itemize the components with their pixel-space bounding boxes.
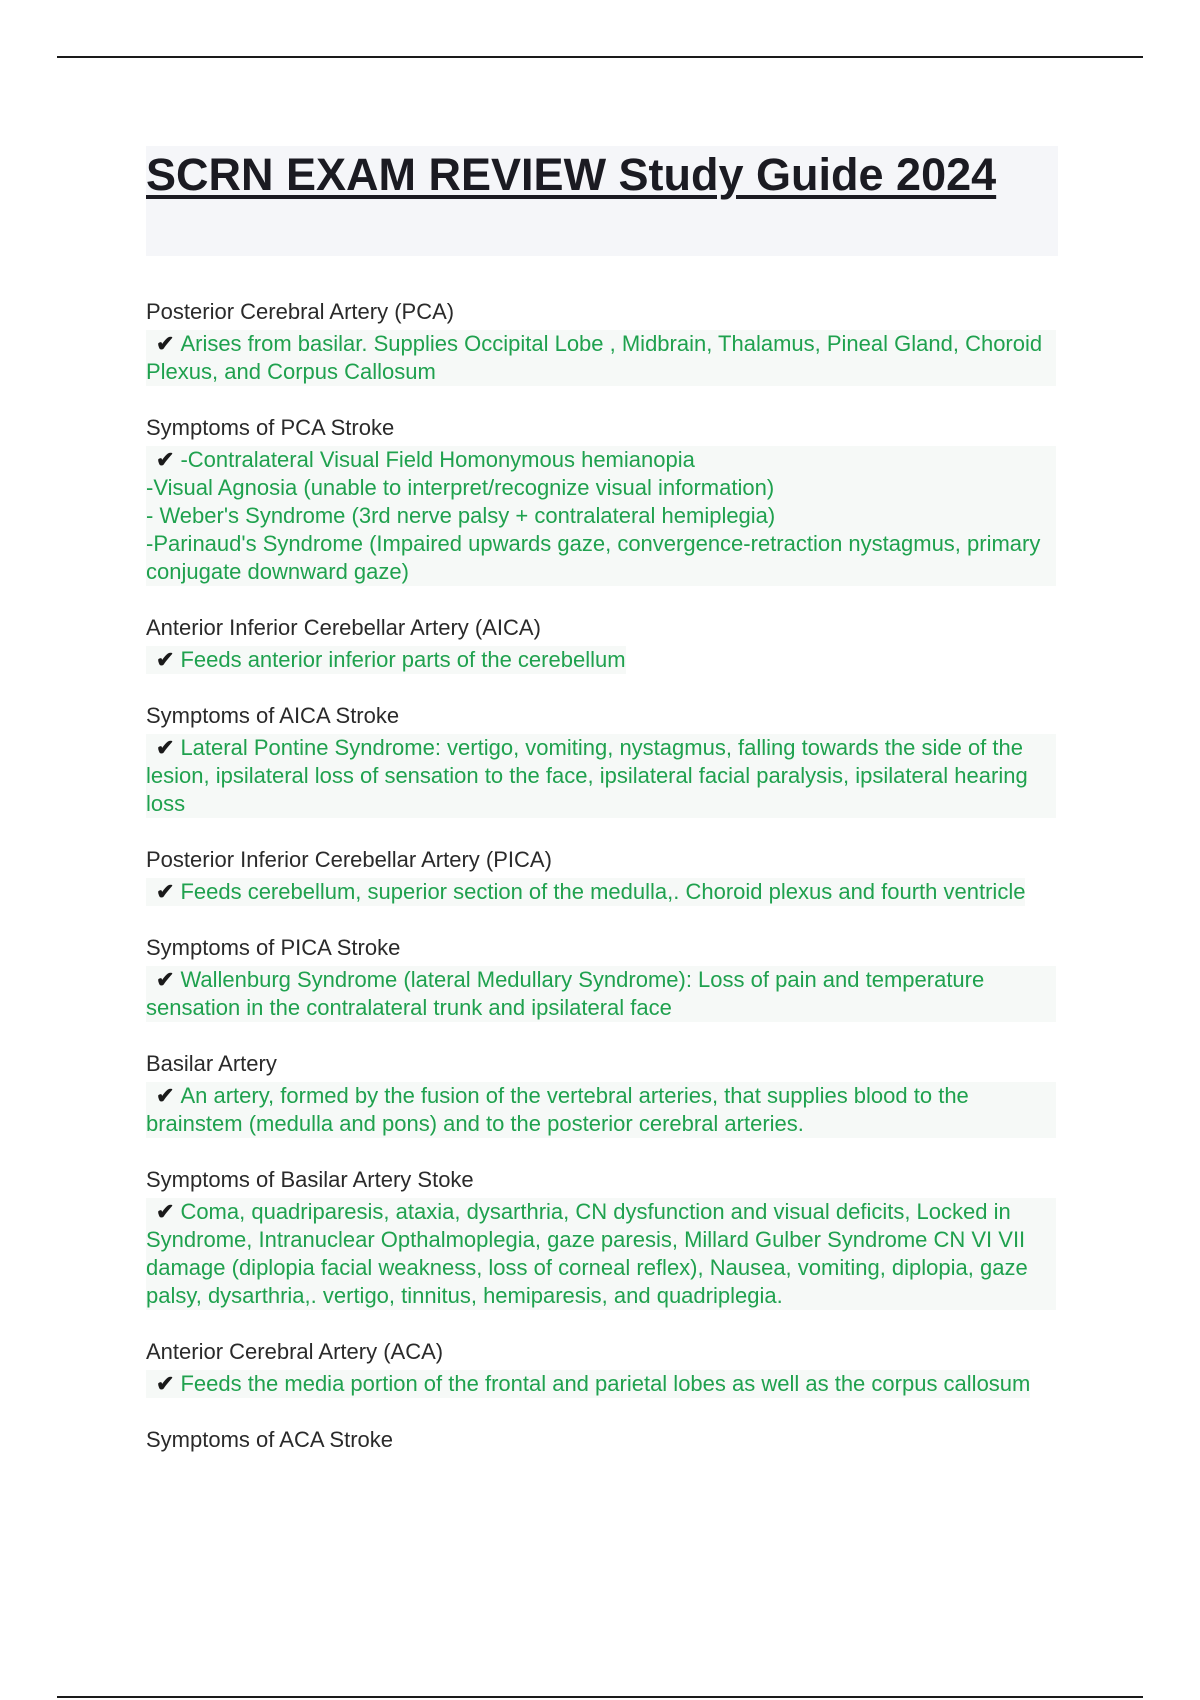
answer-block <box>146 966 1056 1022</box>
question-text: Anterior Inferior Cerebellar Artery (AICA) <box>146 615 541 640</box>
answer-block <box>146 646 626 674</box>
answer-text: Wallenburg Syndrome (lateral Medullary Syndrome): Loss of pain and temperature sensation in the contralateral trunk and ipsilateral face <box>146 967 985 1020</box>
answer-text: -Contralateral Visual Field Homonymous hemianopia -Visual Agnosia (unable to interpret/recognize visual information) - Weber's Syndrome (3rd nerve palsy + contralateral hemiplegia) -Parinaud's Syndrome (Impaired upwards gaze, convergence-retraction nystagmus, primary conjugate downward gaze) <box>146 447 1041 584</box>
page-title: SCRN EXAM REVIEW Study Guide 2024 <box>146 149 997 200</box>
question-text: Symptoms of ACA Stroke <box>146 1427 393 1452</box>
answer-text: An artery, formed by the fusion of the vertebral arteries, that supplies blood to the brainstem (medulla and pons) and to the posterior cerebral arteries. <box>146 1083 969 1136</box>
check-mark-icon: ✔ <box>156 1199 175 1224</box>
answer-text: Feeds the media portion of the frontal and parietal lobes as well as the corpus callosum <box>180 1371 1031 1396</box>
qa-item <box>146 846 1056 906</box>
top-rule <box>57 56 1143 58</box>
answer-text: Feeds cerebellum, superior section of the medulla,. Choroid plexus and fourth ventricle <box>180 879 1026 904</box>
title-box <box>146 146 1058 256</box>
answer-block <box>146 734 1056 818</box>
check-mark-icon: ✔ <box>156 879 175 904</box>
question-text: Posterior Cerebral Artery (PCA) <box>146 299 455 324</box>
answer-block <box>146 1370 1030 1398</box>
question-text: Basilar Artery <box>146 1051 277 1076</box>
answer-block <box>146 1082 1056 1138</box>
qa-item <box>146 702 1056 818</box>
qa-item <box>146 614 1056 674</box>
qa-item <box>146 298 1056 386</box>
question-text: Symptoms of Basilar Artery Stoke <box>146 1167 474 1192</box>
qa-item <box>146 934 1056 1022</box>
qa-item <box>146 1426 1056 1454</box>
qa-item <box>146 1166 1056 1310</box>
check-mark-icon: ✔ <box>156 967 175 992</box>
qa-item <box>146 1050 1056 1138</box>
check-mark-icon: ✔ <box>156 331 175 356</box>
check-mark-icon: ✔ <box>156 447 175 472</box>
document-body <box>146 146 1056 1482</box>
answer-block <box>146 330 1056 386</box>
answer-text: Arises from basilar. Supplies Occipital Lobe , Midbrain, Thalamus, Pineal Gland, Choroid Plexus, and Corpus Callosum <box>146 331 1043 384</box>
question-text: Anterior Cerebral Artery (ACA) <box>146 1339 444 1364</box>
answer-text: Feeds anterior inferior parts of the cerebellum <box>180 647 626 672</box>
answer-block <box>146 878 1025 906</box>
bottom-rule <box>57 1696 1143 1698</box>
check-mark-icon: ✔ <box>156 1083 175 1108</box>
question-text: Symptoms of PICA Stroke <box>146 935 401 960</box>
question-text: Symptoms of AICA Stroke <box>146 703 400 728</box>
answer-block <box>146 446 1056 586</box>
check-mark-icon: ✔ <box>156 1371 175 1396</box>
question-text: Posterior Inferior Cerebellar Artery (PICA) <box>146 847 552 872</box>
qa-item <box>146 1338 1056 1398</box>
answer-text: Lateral Pontine Syndrome: vertigo, vomiting, nystagmus, falling towards the side of the lesion, ipsilateral loss of sensation to the face, ipsilateral facial paralysis, ipsilateral hearing loss <box>146 735 1028 816</box>
qa-item <box>146 414 1056 586</box>
answer-block <box>146 1198 1056 1310</box>
answer-text: Coma, quadriparesis, ataxia, dysarthria, CN dysfunction and visual deficits, Locked in Syndrome, Intranuclear Opthalmoplegia, gaze paresis, Millard Gulber Syndrome CN VI VII damage (diplopia facial weakness, loss of corneal reflex), Nausea, vomiting, diplopia, gaze palsy, dysarthria,. vertigo, tinnitus, hemiparesis, and quadriplegia. <box>146 1199 1028 1308</box>
check-mark-icon: ✔ <box>156 735 175 760</box>
check-mark-icon: ✔ <box>156 647 175 672</box>
question-text: Symptoms of PCA Stroke <box>146 415 395 440</box>
